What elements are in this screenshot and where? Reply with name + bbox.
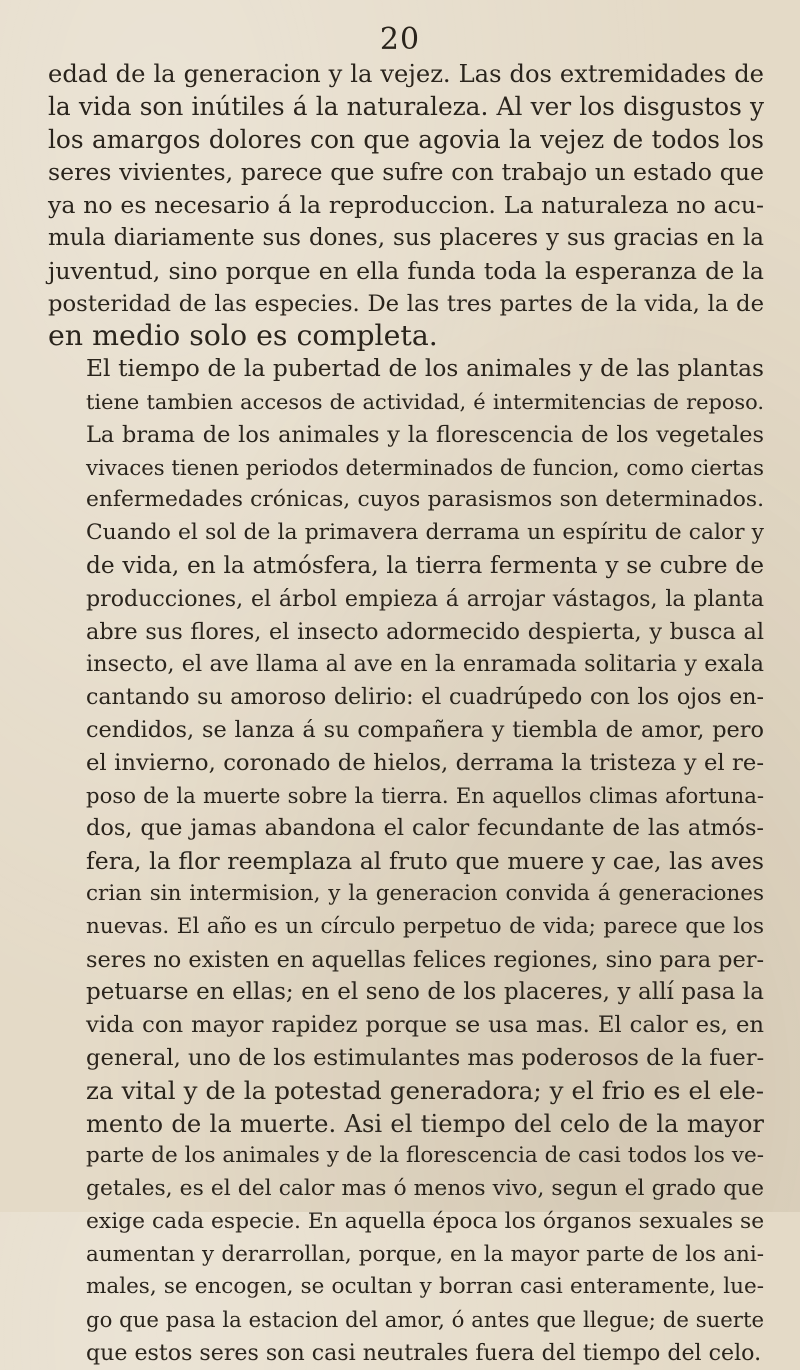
text-line: que estos seres son casi neutrales fuera del tiempo del celo.	[86, 1340, 762, 1367]
text-line: enfermedades crónicas, cuyos parasismos son determinados.	[86, 487, 764, 513]
text-line: de vida, en la atmósfera, la tierra fermenta y se cubre de	[86, 551, 764, 579]
text-line: aumentan y derarrollan, porque, en la mayor parte de los ani-	[86, 1241, 764, 1267]
text-line: en medio solo es completa.	[48, 319, 438, 353]
text-line: getales, es el del calor mas ó menos vivo, segun el grado que	[86, 1176, 764, 1202]
text-line: exige cada especie. En aquella época los órganos sexuales se	[86, 1208, 765, 1234]
text-line: ya no es necesario á la reproduccion. La naturaleza no acu-	[48, 191, 764, 220]
text-line: edad de la generacion y la vejez. Las dos extremidades de	[48, 60, 764, 88]
text-line: la vida son inútiles á la naturaleza. Al ver los disgustos y	[48, 91, 764, 121]
text-line: poso de la muerte sobre la tierra. En aquellos climas afortuna-	[86, 782, 764, 808]
text-line: cantando su amoroso delirio: el cuadrúpedo con los ojos en-	[86, 684, 764, 711]
text-line: el invierno, coronado de hielos, derrama la tristeza y el re-	[86, 749, 764, 776]
text-line: mento de la muerte. Asi el tiempo del celo de la mayor	[86, 1109, 764, 1138]
text-line: posteridad de las especies. De las tres partes de la vida, la de	[48, 290, 764, 317]
text-line: abre sus flores, el insecto adormecido despierta, y busca al	[86, 618, 764, 645]
text-line: tiene tambien accesos de actividad, é intermitencias de reposo.	[86, 389, 764, 414]
text-line: dos, que jamas abandona el calor fecundante de las atmós-	[86, 815, 764, 842]
text-line: parte de los animales y de la florescencia de casi todos los ve-	[86, 1143, 764, 1169]
paragraph	[48, 58, 764, 353]
text-line: mula diariamente sus dones, sus placeres y sus gracias en la	[48, 224, 764, 251]
paragraph	[48, 353, 764, 1370]
text-line: El tiempo de la pubertad de los animales y de las plantas	[86, 355, 764, 383]
text-line: crian sin intermision, y la generacion convida á generaciones	[86, 880, 764, 906]
text-line: nuevas. El año es un círculo perpetuo de vida; parece que los	[86, 913, 764, 939]
text-line: La brama de los animales y la florescencia de los vegetales	[86, 421, 764, 448]
text-line: seres vivientes, parece que sufre con trabajo un estado que	[48, 158, 764, 187]
text-line: insecto, el ave llama al ave en la enramada solitaria y exala	[86, 651, 764, 678]
body-text	[48, 58, 764, 1370]
text-line: juventud, sino porque en ella funda toda la esperanza de la	[48, 256, 764, 285]
text-line: vida con mayor rapidez porque se usa mas. El calor es, en	[86, 1012, 764, 1039]
text-line: fera, la flor reemplaza al fruto que muere y cae, las aves	[86, 847, 764, 876]
text-line: go que pasa la estacion del amor, ó antes que llegue; de suerte	[86, 1307, 764, 1333]
text-line: males, se encogen, se ocultan y borran casi enteramente, lue-	[86, 1274, 764, 1300]
text-line: Cuando el sol de la primavera derrama un espíritu de calor y	[86, 520, 764, 546]
text-line: cendidos, se lanza á su compañera y tiembla de amor, pero	[86, 716, 764, 743]
text-line: petuarse en ellas; en el seno de los placeres, y allí pasa la	[86, 979, 764, 1006]
page-number: 20	[379, 22, 421, 57]
text-line: producciones, el árbol empieza á arrojar vástagos, la planta	[86, 585, 764, 612]
text-line: seres no existen en aquellas felices regiones, sino para per-	[86, 946, 765, 973]
text-line: general, uno de los estimulantes mas poderosos de la fuer-	[86, 1044, 765, 1071]
text-line: vivaces tienen periodos determinados de funcion, como ciertas	[86, 454, 764, 480]
text-line: los amargos dolores con que agovia la vejez de todos los	[48, 124, 764, 154]
text-line: za vital y de la potestad generadora; y el frio es el ele-	[86, 1075, 764, 1105]
